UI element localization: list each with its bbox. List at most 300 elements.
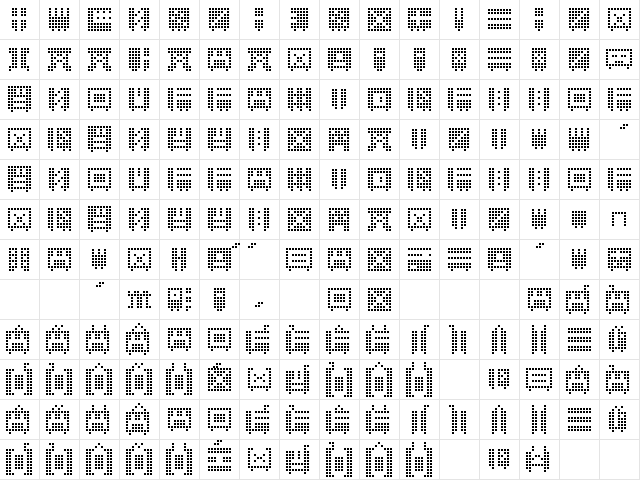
glyph-cell[interactable] — [40, 160, 80, 200]
glyph-cell[interactable] — [440, 400, 480, 440]
glyph-cell[interactable] — [560, 80, 600, 120]
glyph-cell[interactable] — [160, 200, 200, 240]
glyph-cell[interactable] — [520, 120, 560, 160]
glyph-cell[interactable] — [0, 80, 40, 120]
glyph-cell[interactable] — [120, 0, 160, 40]
glyph-cell[interactable] — [400, 280, 440, 320]
glyph-bitmap — [168, 288, 192, 312]
glyph-cell[interactable] — [200, 280, 240, 320]
glyph-cell[interactable] — [240, 200, 280, 240]
glyph-cell[interactable] — [560, 40, 600, 80]
glyph-cell[interactable] — [400, 200, 440, 240]
glyph-cell[interactable] — [360, 400, 400, 440]
glyph-cell[interactable] — [360, 40, 400, 80]
glyph-cell[interactable] — [600, 400, 640, 440]
glyph-cell[interactable] — [520, 320, 560, 360]
glyph-cell[interactable] — [80, 320, 120, 360]
glyph-cell[interactable] — [0, 400, 40, 440]
glyph-bitmap — [606, 49, 633, 70]
glyph-bitmap — [255, 8, 264, 32]
glyph-cell[interactable] — [240, 320, 280, 360]
glyph-bitmap — [49, 8, 70, 32]
glyph-bitmap — [88, 206, 112, 233]
glyph-bitmap — [408, 88, 432, 112]
glyph-cell[interactable] — [360, 120, 400, 160]
glyph-bitmap — [366, 405, 393, 435]
glyph-bitmap — [166, 363, 193, 396]
glyph-cell[interactable] — [600, 200, 640, 240]
glyph-cell[interactable] — [600, 360, 640, 400]
glyph-cell[interactable] — [400, 360, 440, 400]
glyph-cell[interactable] — [120, 80, 160, 120]
glyph-cell[interactable] — [80, 80, 120, 120]
glyph-cell[interactable] — [480, 400, 520, 440]
glyph-cell[interactable] — [80, 400, 120, 440]
glyph-cell[interactable] — [40, 80, 80, 120]
glyph-cell[interactable] — [320, 120, 360, 160]
glyph-cell[interactable] — [0, 200, 40, 240]
glyph-cell[interactable] — [160, 0, 200, 40]
glyph-cell[interactable] — [480, 160, 520, 200]
glyph-cell[interactable] — [160, 120, 200, 160]
glyph-cell[interactable] — [560, 440, 600, 480]
glyph-bitmap — [168, 408, 192, 432]
glyph-bitmap — [326, 362, 353, 398]
glyph-cell[interactable] — [480, 80, 520, 120]
glyph-bitmap — [48, 128, 72, 152]
glyph-cell[interactable] — [200, 160, 240, 200]
glyph-bitmap — [248, 368, 272, 392]
glyph-cell[interactable] — [560, 320, 600, 360]
glyph-cell[interactable] — [160, 240, 200, 280]
glyph-bitmap — [208, 328, 232, 352]
glyph-cell[interactable] — [160, 360, 200, 400]
glyph-bitmap — [526, 368, 553, 392]
glyph-bitmap — [248, 168, 272, 192]
glyph-bitmap — [9, 48, 30, 72]
glyph-cell[interactable] — [480, 0, 520, 40]
glyph-bitmap — [129, 88, 150, 112]
glyph-cell[interactable] — [560, 200, 600, 240]
glyph-cell[interactable] — [40, 120, 80, 160]
glyph-bitmap — [46, 325, 73, 355]
glyph-cell[interactable] — [280, 320, 320, 360]
glyph-bitmap — [329, 8, 350, 32]
glyph-cell[interactable] — [80, 360, 120, 400]
glyph-cell[interactable] — [0, 120, 40, 160]
glyph-cell[interactable] — [320, 280, 360, 320]
glyph-bitmap — [208, 208, 232, 232]
glyph-cell[interactable] — [360, 200, 400, 240]
glyph-bitmap — [412, 129, 427, 150]
glyph-cell[interactable] — [120, 360, 160, 400]
glyph-bitmap — [532, 48, 547, 72]
glyph-cell[interactable] — [520, 360, 560, 400]
glyph-cell[interactable] — [520, 240, 560, 280]
glyph-bitmap — [168, 168, 192, 192]
glyph-bitmap — [46, 363, 73, 396]
glyph-bitmap — [408, 168, 432, 192]
glyph-bitmap — [172, 248, 187, 272]
glyph-cell[interactable] — [80, 160, 120, 200]
glyph-bitmap — [46, 405, 73, 435]
glyph-cell[interactable] — [520, 160, 560, 200]
glyph-cell[interactable] — [0, 240, 40, 280]
glyph-bitmap — [246, 325, 273, 355]
glyph-cell[interactable] — [40, 200, 80, 240]
glyph-cell[interactable] — [440, 160, 480, 200]
glyph-cell[interactable] — [160, 440, 200, 480]
glyph-cell[interactable] — [280, 400, 320, 440]
glyph-cell[interactable] — [320, 320, 360, 360]
glyph-bitmap — [288, 168, 312, 192]
glyph-bitmap — [569, 48, 590, 72]
glyph-bitmap — [86, 405, 113, 435]
glyph-cell[interactable] — [120, 160, 160, 200]
glyph-bitmap — [532, 129, 547, 150]
glyph-cell[interactable] — [200, 0, 240, 40]
glyph-cell[interactable] — [520, 40, 560, 80]
glyph-bitmap — [608, 248, 632, 272]
glyph-cell[interactable] — [600, 280, 640, 320]
glyph-cell[interactable] — [160, 280, 200, 320]
glyph-cell[interactable] — [440, 360, 480, 400]
glyph-cell[interactable] — [200, 440, 240, 480]
glyph-cell[interactable] — [480, 200, 520, 240]
glyph-cell[interactable] — [400, 120, 440, 160]
glyph-cell[interactable] — [600, 0, 640, 40]
glyph-cell[interactable] — [160, 80, 200, 120]
glyph-cell[interactable] — [80, 0, 120, 40]
glyph-bitmap — [406, 442, 433, 478]
glyph-cell[interactable] — [240, 80, 280, 120]
glyph-bitmap — [488, 9, 512, 30]
glyph-cell[interactable] — [400, 320, 440, 360]
glyph-cell[interactable] — [440, 200, 480, 240]
glyph-cell[interactable] — [280, 240, 320, 280]
glyph-cell[interactable] — [480, 40, 520, 80]
glyph-bitmap — [126, 363, 153, 396]
glyph-cell[interactable] — [0, 320, 40, 360]
glyph-bitmap — [489, 88, 510, 112]
glyph-bitmap — [168, 88, 192, 112]
glyph-bitmap — [366, 442, 393, 478]
glyph-bitmap — [288, 88, 312, 112]
glyph-cell[interactable] — [600, 160, 640, 200]
glyph-cell[interactable] — [480, 440, 520, 480]
glyph-cell[interactable] — [40, 280, 80, 320]
glyph-bitmap — [368, 128, 392, 152]
glyph-cell[interactable] — [360, 320, 400, 360]
glyph-bitmap — [86, 325, 113, 355]
glyph-bitmap — [246, 405, 273, 435]
glyph-cell[interactable] — [560, 400, 600, 440]
glyph-cell[interactable] — [560, 160, 600, 200]
glyph-bitmap — [92, 249, 107, 270]
glyph-cell[interactable] — [0, 360, 40, 400]
glyph-cell[interactable] — [600, 240, 640, 280]
glyph-cell[interactable] — [520, 200, 560, 240]
glyph-bitmap — [608, 168, 632, 192]
glyph-bitmap — [168, 128, 192, 152]
glyph-cell[interactable] — [240, 440, 280, 480]
glyph-cell[interactable] — [240, 240, 280, 280]
glyph-bitmap — [46, 443, 73, 476]
glyph-bitmap — [529, 88, 550, 112]
glyph-cell[interactable] — [520, 80, 560, 120]
glyph-cell[interactable] — [520, 0, 560, 40]
glyph-cell[interactable] — [280, 40, 320, 80]
glyph-bitmap — [526, 325, 553, 355]
glyph-bitmap — [326, 325, 353, 355]
glyph-cell[interactable] — [440, 120, 480, 160]
glyph-cell[interactable] — [120, 280, 160, 320]
glyph-cell[interactable] — [560, 120, 600, 160]
glyph-cell[interactable] — [200, 400, 240, 440]
glyph-cell[interactable] — [600, 440, 640, 480]
glyph-cell[interactable] — [280, 160, 320, 200]
glyph-cell[interactable] — [520, 280, 560, 320]
glyph-cell[interactable] — [120, 440, 160, 480]
glyph-cell[interactable] — [360, 240, 400, 280]
glyph-cell[interactable] — [560, 240, 600, 280]
glyph-cell[interactable] — [80, 280, 120, 320]
glyph-cell[interactable] — [40, 360, 80, 400]
glyph-cell[interactable] — [280, 360, 320, 400]
glyph-bitmap — [288, 208, 312, 232]
glyph-cell[interactable] — [360, 440, 400, 480]
glyph-cell[interactable] — [480, 120, 520, 160]
glyph-cell[interactable] — [440, 40, 480, 80]
glyph-cell[interactable] — [400, 400, 440, 440]
glyph-bitmap — [366, 325, 393, 355]
glyph-bitmap — [208, 48, 232, 72]
glyph-cell[interactable] — [320, 440, 360, 480]
glyph-cell[interactable] — [80, 200, 120, 240]
glyph-bitmap — [368, 8, 392, 32]
glyph-cell[interactable] — [160, 40, 200, 80]
glyph-cell[interactable] — [600, 40, 640, 80]
glyph-cell[interactable] — [240, 400, 280, 440]
glyph-cell[interactable] — [40, 320, 80, 360]
glyph-bitmap — [129, 48, 150, 72]
glyph-cell[interactable] — [240, 280, 280, 320]
glyph-cell[interactable] — [160, 160, 200, 200]
glyph-bitmap — [368, 248, 392, 272]
glyph-cell[interactable] — [280, 280, 320, 320]
glyph-cell[interactable] — [200, 360, 240, 400]
glyph-cell[interactable] — [600, 320, 640, 360]
glyph-cell[interactable] — [480, 280, 520, 320]
glyph-cell[interactable] — [360, 280, 400, 320]
glyph-bitmap — [86, 363, 113, 396]
glyph-cell[interactable] — [360, 160, 400, 200]
glyph-cell[interactable] — [240, 0, 280, 40]
glyph-cell[interactable] — [120, 200, 160, 240]
glyph-cell[interactable] — [280, 440, 320, 480]
glyph-cell[interactable] — [400, 0, 440, 40]
glyph-cell[interactable] — [320, 0, 360, 40]
glyph-cell[interactable] — [360, 0, 400, 40]
glyph-bitmap — [408, 248, 432, 272]
glyph-cell[interactable] — [520, 440, 560, 480]
glyph-cell[interactable] — [280, 200, 320, 240]
glyph-cell[interactable] — [80, 240, 120, 280]
glyph-bitmap — [208, 368, 232, 392]
glyph-bitmap — [86, 443, 113, 476]
glyph-cell[interactable] — [40, 240, 80, 280]
glyph-cell[interactable] — [320, 240, 360, 280]
glyph-cell[interactable] — [200, 120, 240, 160]
glyph-bitmap — [566, 365, 593, 395]
glyph-cell[interactable] — [120, 400, 160, 440]
glyph-bitmap — [446, 405, 473, 435]
glyph-bitmap — [6, 443, 33, 476]
glyph-bitmap — [48, 48, 72, 72]
glyph-cell[interactable] — [0, 40, 40, 80]
glyph-bitmap — [208, 248, 232, 272]
glyph-cell[interactable] — [200, 40, 240, 80]
glyph-cell[interactable] — [400, 80, 440, 120]
glyph-bitmap — [248, 448, 272, 472]
glyph-bitmap — [88, 168, 112, 192]
glyph-cell[interactable] — [240, 120, 280, 160]
glyph-cell[interactable] — [280, 120, 320, 160]
glyph-cell[interactable] — [280, 0, 320, 40]
glyph-cell[interactable] — [0, 160, 40, 200]
glyph-cell[interactable] — [0, 0, 40, 40]
glyph-cell[interactable] — [80, 40, 120, 80]
glyph-cell[interactable] — [320, 200, 360, 240]
glyph-cell[interactable] — [480, 240, 520, 280]
glyph-cell[interactable] — [40, 400, 80, 440]
glyph-bitmap — [452, 48, 467, 72]
glyph-cell[interactable] — [560, 360, 600, 400]
glyph-bitmap — [414, 48, 426, 72]
glyph-bitmap — [49, 168, 70, 192]
glyph-cell[interactable] — [440, 280, 480, 320]
glyph-bitmap — [406, 325, 433, 355]
glyph-bitmap — [528, 288, 552, 312]
glyph-bitmap — [569, 128, 590, 152]
glyph-cell[interactable] — [0, 440, 40, 480]
glyph-bitmap — [408, 208, 432, 232]
glyph-cell[interactable] — [160, 400, 200, 440]
glyph-bitmap — [408, 8, 432, 32]
glyph-bitmap — [208, 88, 232, 112]
glyph-cell[interactable] — [120, 120, 160, 160]
glyph-cell[interactable] — [80, 440, 120, 480]
glyph-bitmap — [128, 248, 152, 272]
glyph-bitmap — [48, 208, 72, 232]
glyph-cell[interactable] — [240, 40, 280, 80]
glyph-cell[interactable] — [360, 80, 400, 120]
glyph-cell[interactable] — [200, 80, 240, 120]
glyph-bitmap — [208, 168, 232, 192]
glyph-bitmap — [291, 8, 309, 32]
glyph-cell[interactable] — [320, 80, 360, 120]
glyph-cell[interactable] — [560, 0, 600, 40]
glyph-cell[interactable] — [320, 360, 360, 400]
glyph-bitmap — [368, 168, 392, 192]
glyph-bitmap — [126, 403, 153, 436]
glyph-bitmap — [535, 8, 544, 32]
glyph-cell[interactable] — [160, 320, 200, 360]
glyph-bitmap — [366, 362, 393, 398]
glyph-bitmap — [169, 8, 190, 32]
glyph-bitmap — [448, 88, 472, 112]
glyph-cell[interactable] — [400, 40, 440, 80]
glyph-bitmap — [368, 288, 392, 312]
glyph-cell[interactable] — [440, 320, 480, 360]
glyph-bitmap — [529, 168, 550, 192]
glyph-bitmap — [208, 128, 232, 152]
glyph-cell[interactable] — [200, 240, 240, 280]
glyph-cell[interactable] — [120, 320, 160, 360]
glyph-bitmap — [88, 126, 112, 153]
glyph-cell[interactable] — [40, 0, 80, 40]
glyph-cell[interactable] — [440, 440, 480, 480]
glyph-bitmap — [489, 208, 510, 232]
glyph-cell[interactable] — [440, 240, 480, 280]
glyph-bitmap — [12, 8, 27, 32]
glyph-bitmap — [328, 288, 352, 312]
glyph-bitmap — [406, 362, 433, 398]
glyph-cell[interactable] — [520, 400, 560, 440]
glyph-cell[interactable] — [400, 440, 440, 480]
glyph-cell[interactable] — [400, 240, 440, 280]
glyph-bitmap — [6, 405, 33, 435]
glyph-bitmap — [606, 326, 633, 353]
glyph-cell[interactable] — [200, 320, 240, 360]
glyph-bitmap — [532, 209, 547, 230]
glyph-bitmap — [486, 325, 513, 355]
glyph-cell[interactable] — [320, 400, 360, 440]
glyph-cell[interactable] — [280, 80, 320, 120]
glyph-cell[interactable] — [120, 40, 160, 80]
glyph-cell[interactable] — [0, 280, 40, 320]
glyph-bitmap — [128, 291, 152, 309]
glyph-cell[interactable] — [40, 440, 80, 480]
glyph-bitmap — [606, 285, 633, 315]
glyph-cell[interactable] — [600, 120, 640, 160]
glyph-bitmap — [208, 448, 232, 472]
glyph-cell[interactable] — [440, 0, 480, 40]
glyph-cell[interactable] — [400, 160, 440, 200]
glyph-bitmap — [286, 445, 313, 475]
glyph-cell[interactable] — [200, 200, 240, 240]
glyph-cell[interactable] — [240, 160, 280, 200]
glyph-cell[interactable] — [440, 80, 480, 120]
glyph-cell[interactable] — [40, 40, 80, 80]
glyph-cell[interactable] — [320, 40, 360, 80]
glyph-bitmap — [129, 168, 150, 192]
glyph-bitmap — [332, 169, 347, 190]
glyph-cell[interactable] — [600, 80, 640, 120]
glyph-cell[interactable] — [120, 240, 160, 280]
glyph-cell[interactable] — [480, 320, 520, 360]
glyph-cell[interactable] — [560, 280, 600, 320]
glyph-cell[interactable] — [480, 360, 520, 400]
glyph-cell[interactable] — [360, 360, 400, 400]
glyph-bitmap — [48, 248, 72, 272]
glyph-bitmap — [126, 443, 153, 476]
glyph-cell[interactable] — [80, 120, 120, 160]
glyph-bitmap — [8, 128, 32, 152]
glyph-cell[interactable] — [320, 160, 360, 200]
glyph-bitmap — [6, 325, 33, 355]
glyph-cell[interactable] — [240, 360, 280, 400]
